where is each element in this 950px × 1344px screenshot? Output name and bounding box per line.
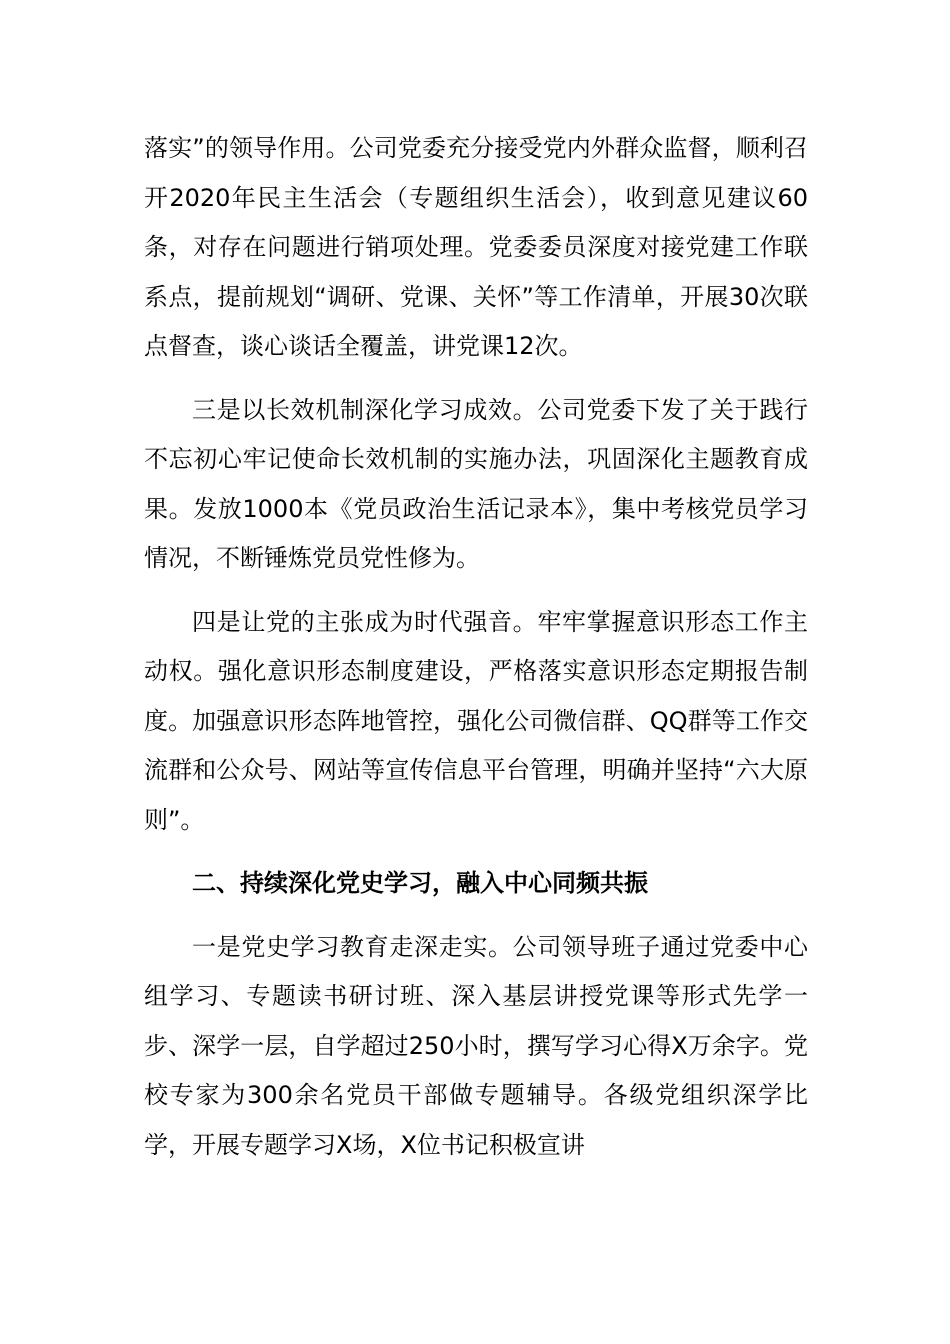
section-heading: 二、持续深化党史学习，融入中心同频共振 [192,869,648,897]
paragraph-continuation: 落实”的领导作用。公司党委充分接受党内外群众监督，顺利召开2020年民主生活会（专题组织生活会），收到意见建议60条，对存在问题进行销项处理。党委委员深度对接党建工作联系点，提前规划“调研、党课、关怀”等工作清单，开展30次联点督查，谈心谈话全覆盖，讲党课12次。 [144,134,808,360]
paragraph-party-history-study: 一是党史学习教育走深走实。公司领导班子通过党委中心组学习、专题读书研讨班、深入基层讲授党课等形式先学一步、深学一层，自学超过250小时，撰写学习心得X万余字。党校专家为300余名党员干部做专题辅导。各级党组织深学比学，开展专题学习X场，X位书记积极宣讲 [144,932,808,1159]
paragraph-long-term-mechanism: 三是以长效机制深化学习成效。公司党委下发了关于践行不忘初心牢记使命长效机制的实施办法，巩固深化主题教育成果。发放1000本《党员政治生活记录本》，集中考核党员学习情况，不断锤炼党员党性修为。 [144,395,808,572]
document-page [144,124,808,1184]
paragraph-ideology-work: 四是让党的主张成为时代强音。牢牢掌握意识形态工作主动权。强化意识形态制度建设，严格落实意识形态定期报告制度。加强意识形态阵地管控，强化公司微信群、QQ群等工作交流群和公众号、网站等宣传信息平台管理，明确并坚持“六大原则”。 [144,607,808,834]
